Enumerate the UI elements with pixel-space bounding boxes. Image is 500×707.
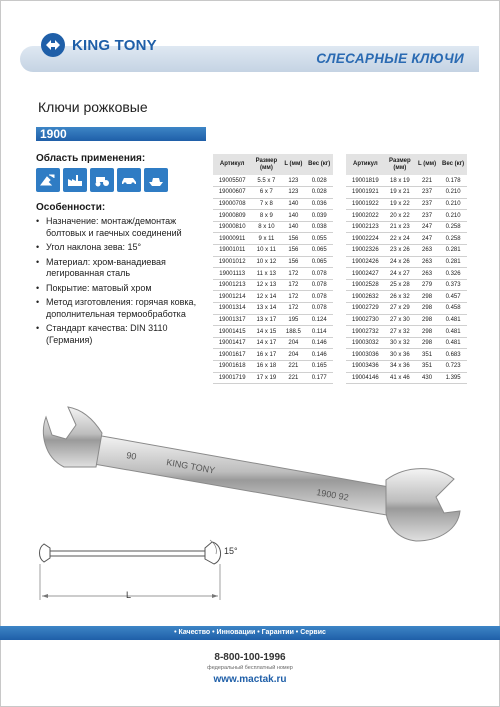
table-cell: 25 x 28 xyxy=(385,279,415,291)
table-cell: 13 x 17 xyxy=(251,314,281,326)
table-cell: 0.165 xyxy=(305,361,333,373)
table-cell: 19001415 xyxy=(213,326,251,338)
table-cell: 19002426 xyxy=(346,256,385,268)
application-title: Область применения: xyxy=(36,153,146,164)
table-cell: 247 xyxy=(415,233,439,245)
feature-item: • Стандарт качества: DIN 3110 (Германия) xyxy=(36,323,206,346)
table-cell: 156 xyxy=(281,245,305,257)
table-cell: 351 xyxy=(415,361,439,373)
col-length: L (мм) xyxy=(281,154,305,175)
table-cell: 19002022 xyxy=(346,210,385,222)
brand-logo xyxy=(40,32,157,58)
website-link[interactable]: www.mactak.ru xyxy=(213,674,287,685)
table-cell: 0.326 xyxy=(439,268,467,280)
col-article: Артикул xyxy=(213,154,251,175)
col-length: L (мм) xyxy=(415,154,439,175)
table-cell: 0.457 xyxy=(439,291,467,303)
table-cell: 195 xyxy=(281,314,305,326)
table-cell: 19001922 xyxy=(346,198,385,210)
col-article: Артикул xyxy=(346,154,385,175)
table-cell: 0.028 xyxy=(305,187,333,199)
length-label: L xyxy=(126,590,132,600)
table-cell: 237 xyxy=(415,187,439,199)
table-row xyxy=(213,326,333,338)
table-cell: 19 x 22 xyxy=(385,198,415,210)
table-cell: 172 xyxy=(281,303,305,315)
table-cell: 9 x 11 xyxy=(251,233,281,245)
table-cell: 19002224 xyxy=(346,233,385,245)
table-cell: 19003036 xyxy=(346,349,385,361)
table-cell: 298 xyxy=(415,326,439,338)
table-row xyxy=(346,314,467,326)
table-cell: 19000809 xyxy=(213,210,251,222)
table-cell: 188.5 xyxy=(281,326,305,338)
table-cell: 237 xyxy=(415,210,439,222)
table-row xyxy=(213,279,333,291)
table-cell: 298 xyxy=(415,291,439,303)
table-cell: 22 x 24 xyxy=(385,233,415,245)
table-cell: 140 xyxy=(281,221,305,233)
table-cell: 0.258 xyxy=(439,233,467,245)
table-cell: 19002528 xyxy=(346,279,385,291)
table-cell: 247 xyxy=(415,221,439,233)
table-cell: 19005507 xyxy=(213,175,251,187)
table-row xyxy=(346,256,467,268)
table-row xyxy=(213,233,333,245)
table-cell: 140 xyxy=(281,210,305,222)
table-cell: 19001214 xyxy=(213,291,251,303)
table-cell: 0.065 xyxy=(305,256,333,268)
wrench-image xyxy=(36,395,466,545)
table-cell: 221 xyxy=(415,175,439,187)
table-cell: 19002427 xyxy=(346,268,385,280)
table-cell: 11 x 13 xyxy=(251,268,281,280)
table-cell: 19001011 xyxy=(213,245,251,257)
king-tony-logo-icon xyxy=(40,32,66,58)
table-cell: 24 x 26 xyxy=(385,256,415,268)
car-icon xyxy=(117,168,141,192)
table-row xyxy=(346,303,467,315)
table-cell: 263 xyxy=(415,268,439,280)
table-cell: 19000810 xyxy=(213,221,251,233)
table-row xyxy=(346,210,467,222)
table-cell: 19002729 xyxy=(346,303,385,315)
product-title: Ключи рожковые xyxy=(38,99,148,115)
col-weight: Вес (кг) xyxy=(305,154,333,175)
table-cell: 20 x 22 xyxy=(385,210,415,222)
table-cell: 19001921 xyxy=(346,187,385,199)
table-cell: 156 xyxy=(281,233,305,245)
table-cell: 0.178 xyxy=(439,175,467,187)
wrench-mark-brand: KING TONY xyxy=(165,457,216,476)
wrench-mark-right: 1900 92 xyxy=(315,487,350,503)
table-cell: 430 xyxy=(415,372,439,384)
table-cell: 14 x 17 xyxy=(251,337,281,349)
table-cell: 19001719 xyxy=(213,372,251,384)
table-cell: 13 x 14 xyxy=(251,303,281,315)
table-cell: 0.078 xyxy=(305,303,333,315)
table-row xyxy=(213,198,333,210)
table-cell: 0.210 xyxy=(439,198,467,210)
table-row xyxy=(346,337,467,349)
table-cell: 156 xyxy=(281,256,305,268)
table-row xyxy=(346,245,467,257)
table-row xyxy=(213,210,333,222)
table-cell: 19000607 xyxy=(213,187,251,199)
table-cell: 263 xyxy=(415,245,439,257)
table-cell: 7 x 8 xyxy=(251,198,281,210)
application-icons xyxy=(36,168,168,192)
table-cell: 19001819 xyxy=(346,175,385,187)
table-row xyxy=(213,256,333,268)
table-cell: 123 xyxy=(281,187,305,199)
col-weight: Вес (кг) xyxy=(439,154,467,175)
table-cell: 19003436 xyxy=(346,361,385,373)
table-cell: 0.078 xyxy=(305,291,333,303)
table-cell: 0.373 xyxy=(439,279,467,291)
table-cell: 30 x 32 xyxy=(385,337,415,349)
table-cell: 26 x 32 xyxy=(385,291,415,303)
table-cell: 14 x 15 xyxy=(251,326,281,338)
table-cell: 0.055 xyxy=(305,233,333,245)
table-cell: 0.210 xyxy=(439,187,467,199)
col-size: Размер (мм) xyxy=(251,154,281,175)
table-row xyxy=(346,268,467,280)
col-size: Размер (мм) xyxy=(385,154,415,175)
table-cell: 221 xyxy=(281,372,305,384)
table-cell: 263 xyxy=(415,256,439,268)
table-cell: 6 x 7 xyxy=(251,187,281,199)
table-cell: 19002632 xyxy=(346,291,385,303)
table-cell: 0.281 xyxy=(439,245,467,257)
table-cell: 34 x 36 xyxy=(385,361,415,373)
table-cell: 204 xyxy=(281,349,305,361)
table-cell: 19001617 xyxy=(213,349,251,361)
table-cell: 23 x 26 xyxy=(385,245,415,257)
table-cell: 10 x 12 xyxy=(251,256,281,268)
table-row xyxy=(346,233,467,245)
table-cell: 1.395 xyxy=(439,372,467,384)
table-cell: 298 xyxy=(415,314,439,326)
table-cell: 123 xyxy=(281,175,305,187)
spec-table-left xyxy=(213,154,333,384)
table-row xyxy=(346,326,467,338)
table-cell: 0.028 xyxy=(305,175,333,187)
spec-table-right xyxy=(346,154,467,384)
table-cell: 0.683 xyxy=(439,349,467,361)
catalog-section-title: СЛЕСАРНЫЕ КЛЮЧИ xyxy=(316,51,464,66)
table-cell: 172 xyxy=(281,268,305,280)
boat-icon xyxy=(144,168,168,192)
table-row xyxy=(346,187,467,199)
table-row xyxy=(213,221,333,233)
table-cell: 172 xyxy=(281,291,305,303)
table-row xyxy=(213,268,333,280)
table-cell: 27 x 30 xyxy=(385,314,415,326)
table-cell: 8 x 9 xyxy=(251,210,281,222)
table-row xyxy=(346,279,467,291)
wrench-mark-left: 90 xyxy=(125,450,138,462)
table-cell: 298 xyxy=(415,303,439,315)
table-cell: 0.146 xyxy=(305,337,333,349)
table-cell: 19002123 xyxy=(346,221,385,233)
feature-item: • Назначение: монтаж/демонтаж болтовых и гаечных соединений xyxy=(36,216,206,239)
table-cell: 12 x 13 xyxy=(251,279,281,291)
table-row xyxy=(346,198,467,210)
table-cell: 18 x 19 xyxy=(385,175,415,187)
table-row xyxy=(213,175,333,187)
table-cell: 221 xyxy=(281,361,305,373)
table-cell: 0.078 xyxy=(305,279,333,291)
table-cell: 0.210 xyxy=(439,210,467,222)
table-cell: 19000708 xyxy=(213,198,251,210)
table-cell: 8 x 10 xyxy=(251,221,281,233)
footer-tagline: • Качество • Инновации • Гарантии • Сервис xyxy=(174,629,326,636)
phone-number: 8-800-100-1996 xyxy=(214,652,286,663)
table-cell: 351 xyxy=(415,349,439,361)
table-cell: 0.481 xyxy=(439,326,467,338)
table-row xyxy=(213,303,333,315)
table-cell: 140 xyxy=(281,198,305,210)
table-row xyxy=(213,337,333,349)
table-cell: 0.078 xyxy=(305,268,333,280)
table-cell: 19001317 xyxy=(213,314,251,326)
table-cell: 0.258 xyxy=(439,221,467,233)
table-cell: 0.281 xyxy=(439,256,467,268)
table-cell: 237 xyxy=(415,198,439,210)
table-cell: 19001012 xyxy=(213,256,251,268)
table-cell: 19002732 xyxy=(346,326,385,338)
table-cell: 0.114 xyxy=(305,326,333,338)
table-cell: 10 x 11 xyxy=(251,245,281,257)
table-cell: 12 x 14 xyxy=(251,291,281,303)
construction-icon xyxy=(36,168,60,192)
table-row xyxy=(346,291,467,303)
table-cell: 19000911 xyxy=(213,233,251,245)
table-cell: 0.177 xyxy=(305,372,333,384)
table-cell: 0.036 xyxy=(305,198,333,210)
table-cell: 0.723 xyxy=(439,361,467,373)
table-row xyxy=(213,245,333,257)
table-cell: 17 x 19 xyxy=(251,372,281,384)
table-cell: 0.124 xyxy=(305,314,333,326)
table-row xyxy=(213,372,333,384)
table-row xyxy=(346,361,467,373)
table-row xyxy=(346,349,467,361)
table-cell: 0.038 xyxy=(305,221,333,233)
table-cell: 27 x 29 xyxy=(385,303,415,315)
feature-item: • Метод изготовления: горячая ковка, дополнительная термообработка xyxy=(36,297,206,320)
table-cell: 19004146 xyxy=(346,372,385,384)
tractor-icon xyxy=(90,168,114,192)
table-cell: 172 xyxy=(281,279,305,291)
table-cell: 19003032 xyxy=(346,337,385,349)
feature-item: • Угол наклона зева: 15° xyxy=(36,242,206,254)
table-cell: 19 x 21 xyxy=(385,187,415,199)
table-row xyxy=(346,221,467,233)
angle-label: 15° xyxy=(224,546,238,556)
table-cell: 19001113 xyxy=(213,268,251,280)
table-cell: 279 xyxy=(415,279,439,291)
table-cell: 41 x 46 xyxy=(385,372,415,384)
brand-name: KING TONY xyxy=(72,36,157,54)
table-cell: 204 xyxy=(281,337,305,349)
table-row xyxy=(346,175,467,187)
table-cell: 5.5 x 7 xyxy=(251,175,281,187)
table-cell: 16 x 17 xyxy=(251,349,281,361)
features-list xyxy=(36,216,206,349)
phone-subtitle: федеральный бесплатный номер xyxy=(207,665,293,671)
table-cell: 24 x 27 xyxy=(385,268,415,280)
table-cell: 19001618 xyxy=(213,361,251,373)
table-cell: 0.481 xyxy=(439,314,467,326)
table-cell: 19002326 xyxy=(346,245,385,257)
model-number: 1900 xyxy=(40,127,67,141)
table-cell: 27 x 32 xyxy=(385,326,415,338)
table-cell: 0.065 xyxy=(305,245,333,257)
feature-item: • Покрытие: матовый хром xyxy=(36,283,206,295)
table-cell: 19001213 xyxy=(213,279,251,291)
table-cell: 0.146 xyxy=(305,349,333,361)
table-cell: 16 x 18 xyxy=(251,361,281,373)
table-row xyxy=(213,291,333,303)
factory-icon xyxy=(63,168,87,192)
table-cell: 30 x 36 xyxy=(385,349,415,361)
table-row xyxy=(213,361,333,373)
table-cell: 19002730 xyxy=(346,314,385,326)
table-cell: 0.039 xyxy=(305,210,333,222)
table-row xyxy=(346,372,467,384)
features-title: Особенности: xyxy=(36,202,106,213)
table-row xyxy=(213,349,333,361)
table-cell: 19001417 xyxy=(213,337,251,349)
table-cell: 19001314 xyxy=(213,303,251,315)
table-row xyxy=(213,187,333,199)
table-cell: 21 x 23 xyxy=(385,221,415,233)
table-cell: 0.481 xyxy=(439,337,467,349)
feature-item: • Материал: хром-ванадиевая легированная сталь xyxy=(36,257,206,280)
table-cell: 298 xyxy=(415,337,439,349)
table-row xyxy=(213,314,333,326)
table-cell: 0.458 xyxy=(439,303,467,315)
